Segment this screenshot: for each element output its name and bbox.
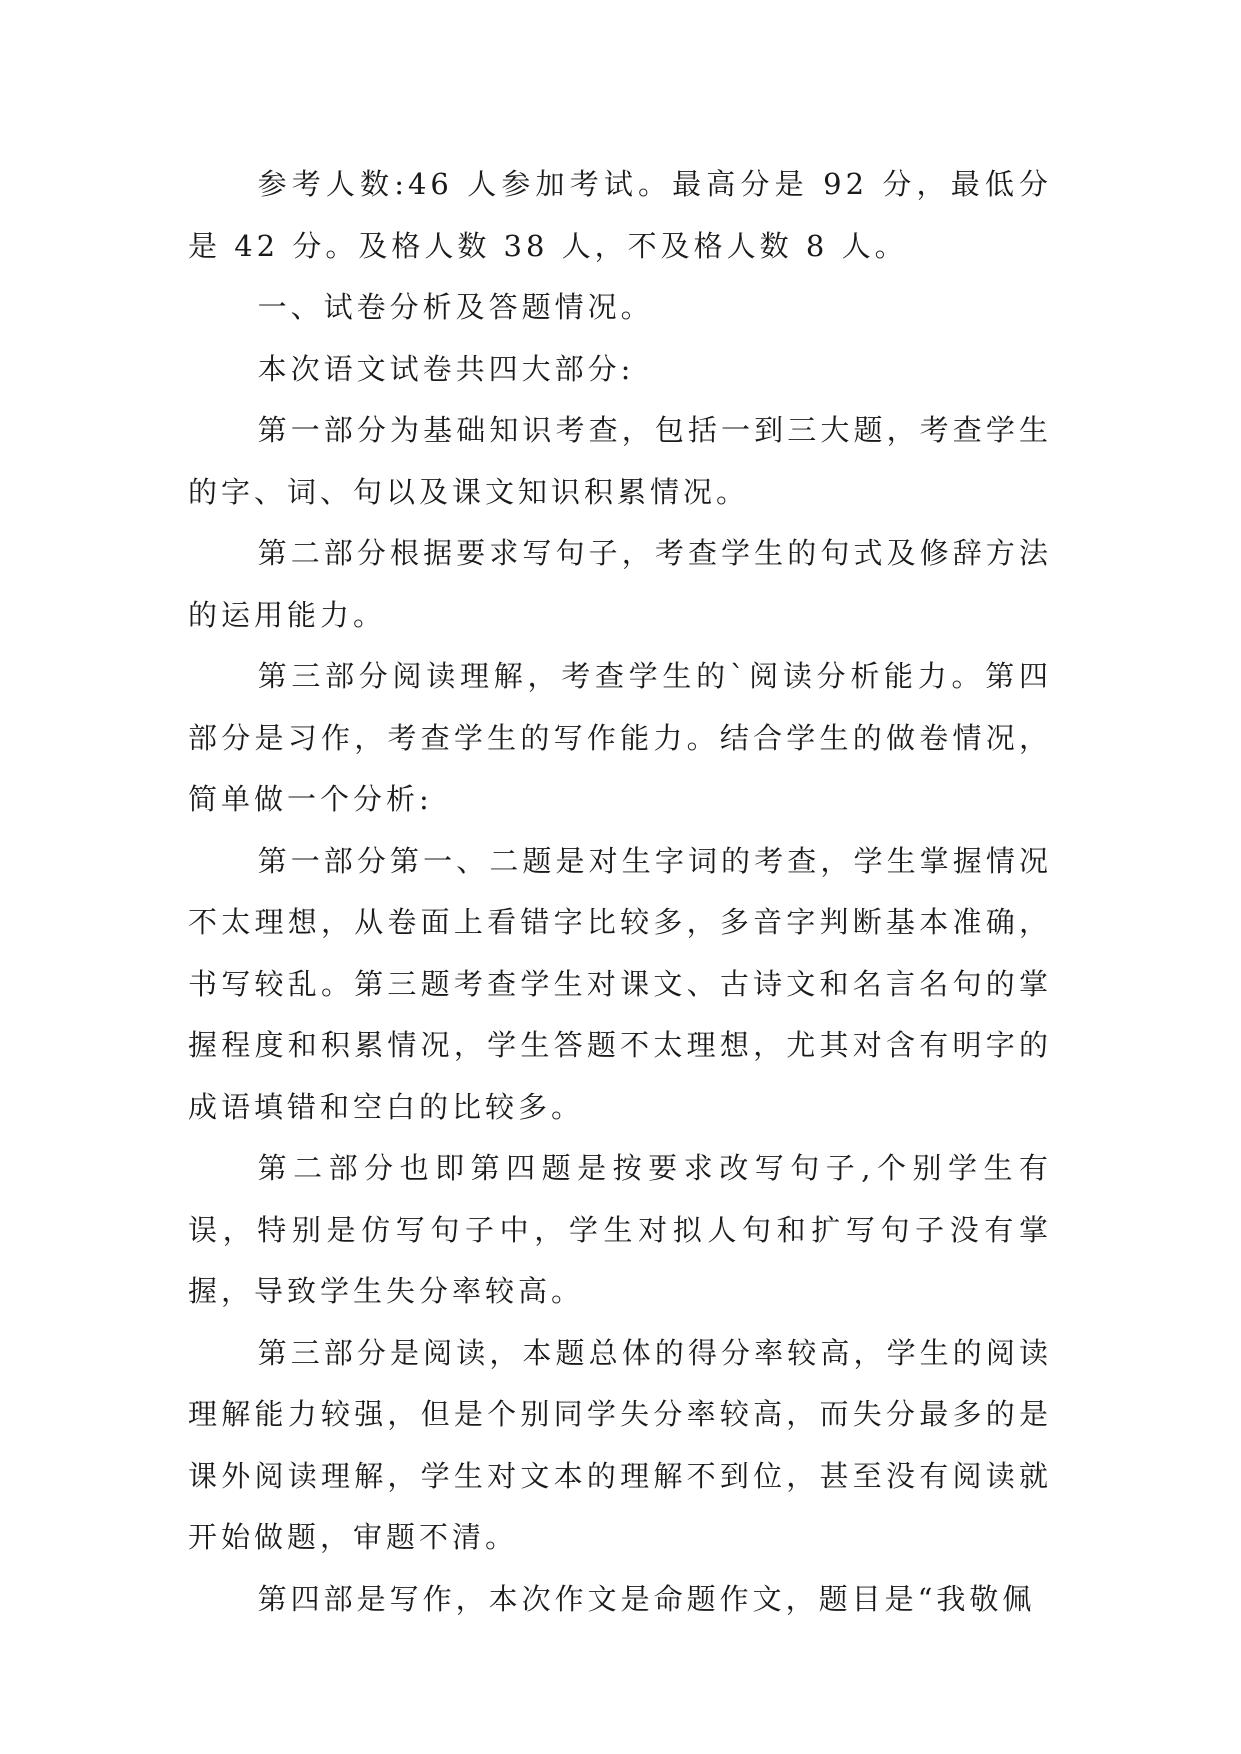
document-body [188, 154, 1052, 1630]
paragraph-analysis-part-three: 第三部分是阅读，本题总体的得分率较高，学生的阅读理解能力较强，但是个别同学失分率较高，而失分最多的是课外阅读理解，学生对文本的理解不到位，甚至没有阅读就开始做题，审题不清。 [188, 1335, 1052, 1554]
paragraph-section-heading: 一、试卷分析及答题情况。 [257, 290, 654, 324]
paragraph-analysis-part-one: 第一部分第一、二题是对生字词的考查，学生掌握情况不太理想，从卷面上看错字比较多，多音字判断基本准确，书写较乱。第三题考查学生对课文、古诗文和名言名句的掌握程度和积累情况，学生答题不太理想，尤其对含有明字的成语填错和空白的比较多。 [188, 843, 1052, 1124]
paragraph-part-two: 第二部分根据要求写句子，考查学生的句式及修辞方法的运用能力。 [188, 536, 1052, 632]
paragraph-paper-overview: 本次语文试卷共四大部分: [257, 351, 635, 386]
paragraph-exam-stats: 参考人数:46 人参加考试。最高分是 92 分，最低分是 42 分。及格人数 38 人，不及格人数 8 人。 [188, 167, 1052, 263]
paragraph-analysis-part-two: 第二部分也即第四题是按要求改写句子,个别学生有误，特别是仿写句子中，学生对拟人句和扩写句子没有掌握，导致学生失分率较高。 [188, 1151, 1052, 1308]
paragraph-analysis-part-four: 第四部是写作，本次作文是命题作文，题目是“我敬佩 [257, 1581, 1036, 1616]
paragraph-part-one: 第一部分为基础知识考查，包括一到三大题，考查学生的字、词、句以及课文知识积累情况。 [188, 413, 1052, 509]
paragraph-part-three-four: 第三部分阅读理解，考查学生的`阅读分析能力。第四部分是习作，考查学生的写作能力。结合学生的做卷情况，简单做一个分析: [188, 659, 1052, 816]
